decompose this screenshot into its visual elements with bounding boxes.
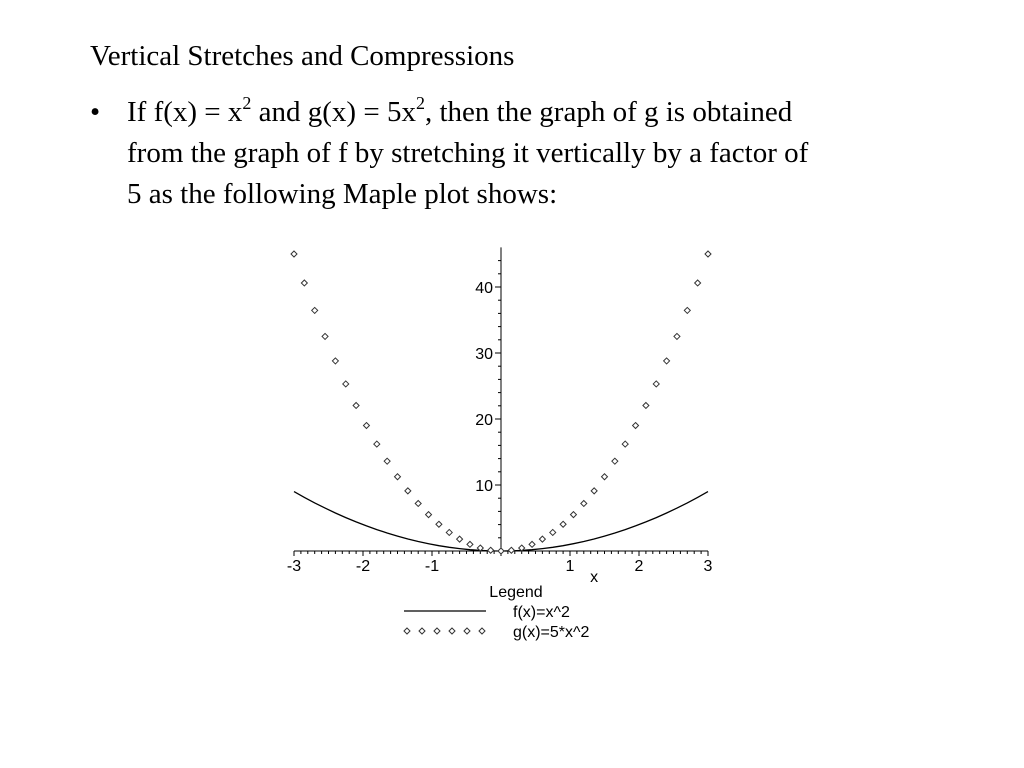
- x-axis-label: x: [590, 569, 599, 586]
- series-g-point: [457, 536, 463, 542]
- series-g-point: [488, 547, 494, 553]
- series-g-point: [684, 307, 690, 313]
- series-g-point: [508, 547, 514, 553]
- series-g-point: [332, 358, 338, 364]
- series-g-point: [498, 548, 504, 554]
- series-g-point: [653, 381, 659, 387]
- y-tick-label: 20: [475, 412, 493, 429]
- legend-marker-g: [449, 628, 455, 634]
- legend-marker-g: [434, 628, 440, 634]
- bullet-line-1-pre: If f(x) = x: [127, 96, 243, 128]
- x-tick-label: -1: [424, 558, 440, 575]
- series-g-point: [467, 541, 473, 547]
- y-tick-label: 30: [475, 346, 493, 363]
- bullet-line-1-post: , then the graph of g is obtained: [424, 96, 793, 128]
- y-tick-label: 10: [475, 478, 493, 495]
- series-g-point: [322, 333, 328, 339]
- series-g-point: [343, 381, 349, 387]
- x-tick-label: 3: [703, 558, 713, 575]
- x-tick-label: -2: [355, 558, 371, 575]
- series-g-point: [436, 521, 442, 527]
- series-g-point: [633, 423, 639, 429]
- series-g-point: [705, 251, 711, 257]
- series-g-point: [384, 458, 390, 464]
- series-g-point: [664, 358, 670, 364]
- series-g-point: [612, 458, 618, 464]
- superscript-2-g: 2: [415, 93, 425, 113]
- series-g-point: [426, 512, 432, 518]
- x-tick-label: 1: [565, 558, 575, 575]
- legend-marker-g: [464, 628, 470, 634]
- plot-axes: [287, 247, 713, 586]
- bullet-icon: •: [90, 96, 101, 128]
- legend-marker-g: [419, 628, 425, 634]
- legend-marker-g: [404, 628, 410, 634]
- series-g-point: [581, 500, 587, 506]
- series-g-point: [415, 500, 421, 506]
- x-tick-label: -3: [286, 558, 302, 575]
- series-g-point: [695, 280, 701, 286]
- legend-marker-g: [479, 628, 485, 634]
- series-g-point: [312, 307, 318, 313]
- series-g-point: [363, 423, 369, 429]
- series-g-point: [622, 441, 628, 447]
- series-g-point: [301, 280, 307, 286]
- legend-label-f: f(x)=x^2: [513, 604, 570, 621]
- series-g-point: [539, 536, 545, 542]
- legend-label-g: g(x)=5*x^2: [513, 624, 590, 641]
- plot-legend: [404, 584, 590, 641]
- series-g-point: [405, 488, 411, 494]
- x-tick-label: 2: [634, 558, 644, 575]
- bullet-line-2: from the graph of f by stretching it vertically by a factor of: [127, 137, 809, 169]
- bullet-line-1-mid: and g(x) = 5x: [251, 96, 416, 128]
- series-g-point: [353, 402, 359, 408]
- series-g-point: [446, 529, 452, 535]
- superscript-2-f: 2: [242, 93, 252, 113]
- legend-title: Legend: [489, 584, 543, 601]
- y-tick-label: 40: [475, 280, 493, 297]
- series-g-point: [374, 441, 380, 447]
- bullet-line-3: 5 as the following Maple plot shows:: [127, 178, 558, 210]
- series-g-point: [395, 474, 401, 480]
- series-g-point: [550, 529, 556, 535]
- series-g-point: [570, 512, 576, 518]
- series-g-point: [602, 474, 608, 480]
- series-g-point: [291, 251, 297, 257]
- series-g-point: [643, 402, 649, 408]
- series-g-point: [529, 541, 535, 547]
- series-g-point: [674, 333, 680, 339]
- series-g-point: [591, 488, 597, 494]
- slide-title: Vertical Stretches and Compressions: [90, 40, 515, 72]
- series-g-point: [560, 521, 566, 527]
